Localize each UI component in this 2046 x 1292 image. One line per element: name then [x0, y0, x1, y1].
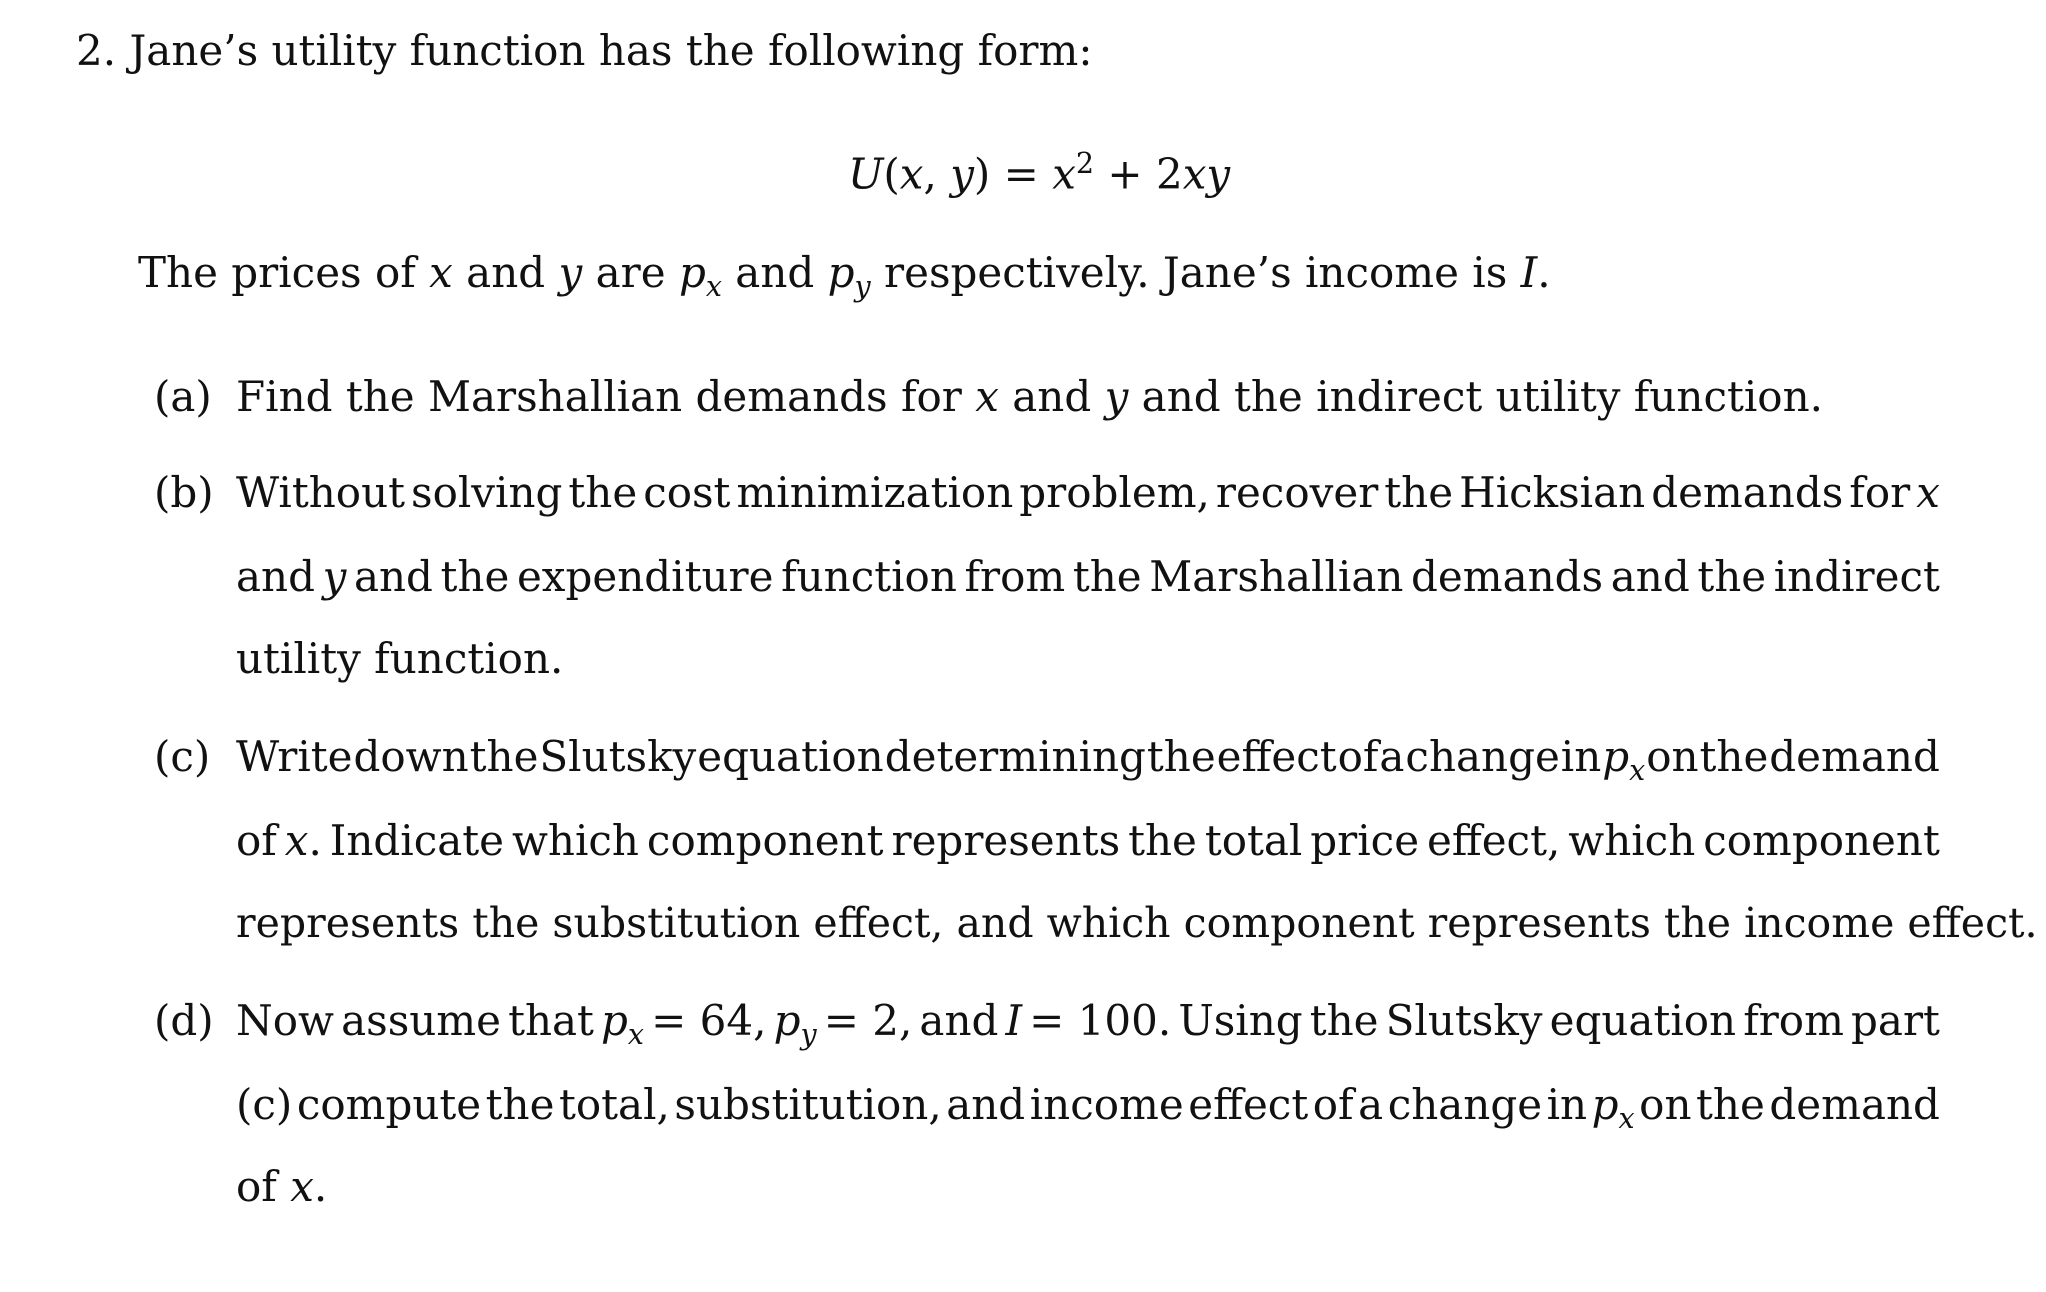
problem-intro-line — [76, 26, 1092, 76]
part-d-line-1: Now assume that $p_x$ = 64, $p_y$ = 2, and I = 100. Using the Slutsky equation from part — [236, 996, 1940, 1052]
part-c-line-2: of x. Indicate which component represents the total price effect, which component — [236, 816, 1940, 865]
part-c-line-1: Write down the Slutsky equation determining the effect of a change in $p_x$ on the demand — [236, 732, 1940, 788]
part-b-line-3: utility function. — [236, 634, 564, 683]
part-a-label: (a) — [154, 372, 212, 421]
part-a-text: Find the Marshallian demands for x and y and the indirect utility function. — [236, 372, 1823, 421]
part-c-line-3: represents the substitution effect, and which component represents the income effect. — [236, 899, 2038, 947]
part-b-label: (b) — [154, 468, 214, 517]
problem-number: 2. — [76, 26, 117, 75]
part-b-line-1: Without solving the cost minimization problem, recover the Hicksian demands for x — [236, 468, 1940, 517]
prices-sentence: The prices of x and y are $p_x$ and $p_y$ respectively. Jane’s income is I. — [138, 248, 1551, 304]
part-b-line-2: and y and the expenditure function from the Marshallian demands and the indirect — [236, 552, 1940, 601]
part-d-line-3: of x. — [236, 1162, 328, 1211]
utility-equation: U(x, $y) = x^2 + 2xy$ — [848, 146, 1231, 199]
problem-intro: Jane’s utility function has the following form: — [129, 26, 1093, 75]
part-d-line-2: (c) compute the total, substitution, and income effect of a change in $p_x$ on the demand — [236, 1080, 1940, 1136]
part-c-label: (c) — [154, 732, 211, 781]
part-d-label: (d) — [154, 996, 214, 1045]
